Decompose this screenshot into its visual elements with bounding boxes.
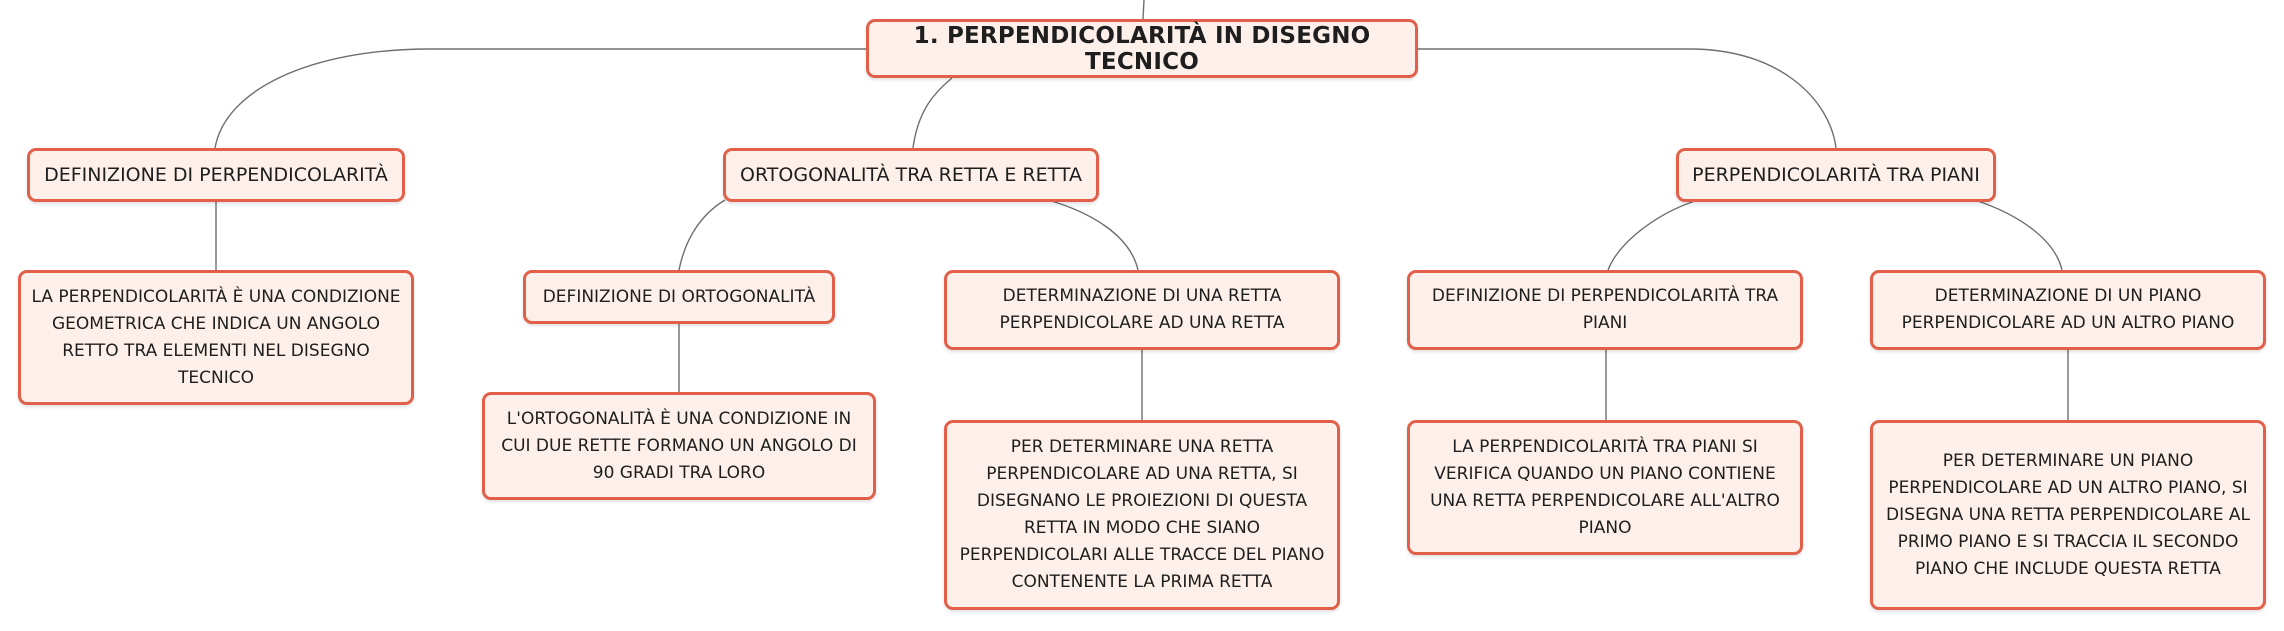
detail-definizione-ortogonalita[interactable]	[482, 392, 876, 500]
topic-ortogonalita-retta-retta[interactable]	[723, 148, 1099, 202]
connector-ortogonalita-to-determinazione-retta	[1048, 200, 1138, 270]
detail-text: LA PERPENDICOLARITÀ È UNA CONDIZIONE GEOMETRICA CHE INDICA UN ANGOLO RETTO TRA ELEMENTI NEL DISEGNO TECNICO	[31, 286, 401, 388]
subtopic-label: DEFINIZIONE DI PERPENDICOLARITÀ TRA PIANI	[1431, 286, 1779, 333]
root-topic-label: 1. PERPENDICOLARITÀ IN DISEGNO TECNICO	[913, 22, 1371, 75]
connector-root-top	[1143, 0, 1144, 19]
root-topic[interactable]	[866, 19, 1418, 78]
subtopic-definizione-ortogonalita[interactable]	[523, 270, 835, 324]
subtopic-determinazione-retta-perpendicolare[interactable]	[944, 270, 1340, 350]
topic-definizione-perpendicolarita[interactable]	[27, 148, 405, 202]
connector-root-to-ortogonalita	[913, 78, 952, 148]
connector-root-to-definizione	[215, 49, 866, 148]
topic-label: ORTOGONALITÀ TRA RETTA E RETTA	[740, 164, 1082, 186]
connector-piani-to-definizione-piani	[1608, 200, 1698, 270]
detail-determinazione-retta-perpendicolare[interactable]	[944, 420, 1340, 610]
detail-text: L'ORTOGONALITÀ È UNA CONDIZIONE IN CUI DUE RETTE FORMANO UN ANGOLO DI 90 GRADI TRA LORO	[501, 408, 857, 483]
subtopic-definizione-perpendicolarita-piani[interactable]	[1407, 270, 1803, 350]
subtopic-determinazione-piano-perpendicolare[interactable]	[1870, 270, 2266, 350]
connector-root-to-piani	[1418, 49, 1836, 148]
subtopic-label: DEFINIZIONE DI ORTOGONALITÀ	[542, 286, 816, 307]
detail-definizione-perpendicolarita-piani[interactable]	[1407, 420, 1803, 555]
topic-perpendicolarita-piani[interactable]	[1676, 148, 1996, 202]
connector-piani-to-determinazione-piano	[1975, 200, 2062, 270]
detail-text: PER DETERMINARE UN PIANO PERPENDICOLARE AD UN ALTRO PIANO, SI DISEGNA UNA RETTA PERPENDICOLARE AL PRIMO PIANO E SI TRACCIA IL SECONDO PIANO CHE INCLUDE QUESTA RETTA	[1886, 450, 2250, 579]
detail-text: PER DETERMINARE UNA RETTA PERPENDICOLARE AD UNA RETTA, SI DISEGNANO LE PROIEZIONI DI QUESTA RETTA IN MODO CHE SIANO PERPENDICOLARI ALLE TRACCE DEL PIANO CONTENENTE LA PRIMA RETTA	[959, 437, 1325, 592]
subtopic-label: DETERMINAZIONE DI UNA RETTA PERPENDICOLARE AD UNA RETTA	[999, 286, 1285, 333]
topic-label: DEFINIZIONE DI PERPENDICOLARITÀ	[44, 164, 388, 186]
detail-text: LA PERPENDICOLARITÀ TRA PIANI SI VERIFICA QUANDO UN PIANO CONTIENE UNA RETTA PERPENDICOLARE ALL'ALTRO PIANO	[1430, 436, 1780, 538]
connector-ortogonalita-to-definizione-ortogonalita	[679, 200, 725, 270]
detail-determinazione-piano-perpendicolare[interactable]	[1870, 420, 2266, 610]
subtopic-label: DETERMINAZIONE DI UN PIANO PERPENDICOLARE AD UN ALTRO PIANO	[1901, 286, 2235, 333]
detail-definizione-perpendicolarita[interactable]	[18, 270, 414, 405]
topic-label: PERPENDICOLARITÀ TRA PIANI	[1692, 164, 1980, 186]
